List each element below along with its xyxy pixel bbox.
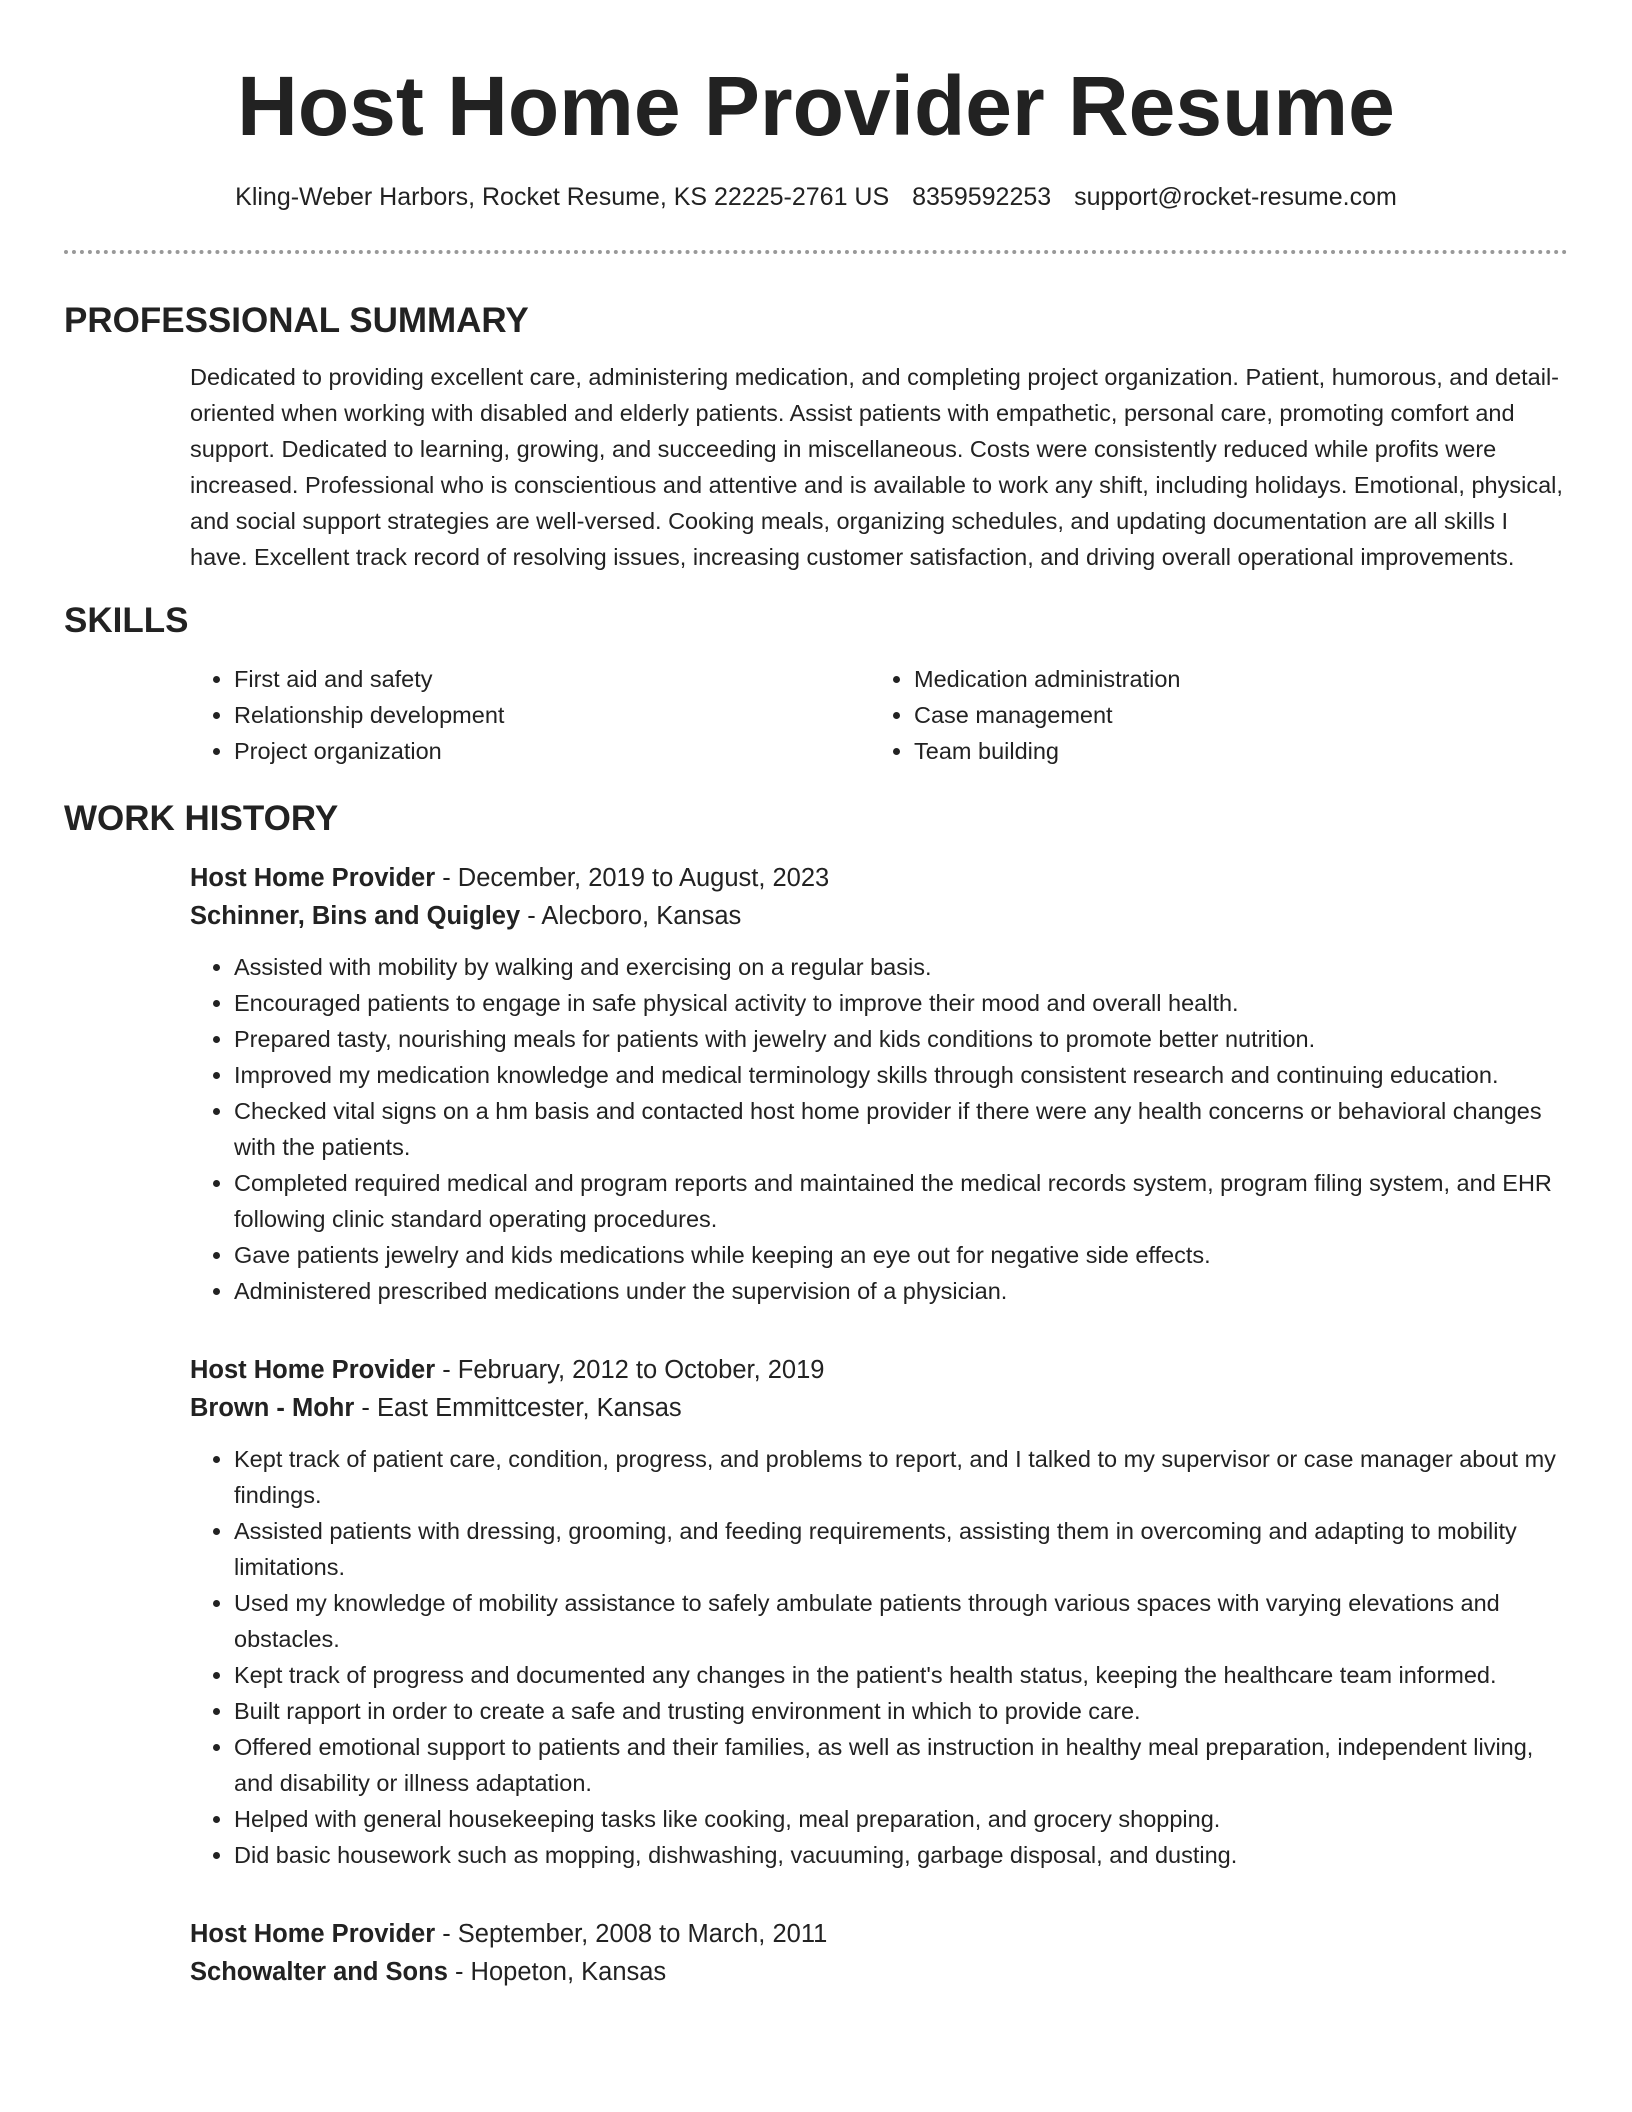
- job-bullet: • Improved my medication knowledge and medical terminology skills through consistent research and continuing education.: [234, 1057, 1568, 1093]
- job-company-line: [190, 1389, 1568, 1427]
- job-bullet: • Helped with general housekeeping tasks like cooking, meal preparation, and grocery shopping.: [234, 1801, 1568, 1837]
- job-bullets: [190, 1441, 1568, 1873]
- job-bullet: • Assisted with mobility by walking and exercising on a regular basis.: [234, 949, 1568, 985]
- job-role: Host Home Provider: [190, 864, 436, 892]
- skill-item: • Relationship development: [234, 697, 870, 733]
- contact-phone: 8359592253: [912, 183, 1052, 211]
- job-location: - Hopeton, Kansas: [447, 1958, 667, 1986]
- job-bullet: • Administered prescribed medications under the supervision of a physician.: [234, 1273, 1568, 1309]
- skills-heading: SKILLS: [64, 601, 189, 640]
- job-location: - East Emmittcester, Kansas: [354, 1394, 682, 1422]
- skill-item: • Case management: [914, 697, 1550, 733]
- job-title-line: [190, 1351, 1568, 1389]
- skills-list: [190, 661, 1568, 769]
- job-dates: - December, 2019 to August, 2023: [435, 864, 830, 892]
- skill-item: • Project organization: [234, 733, 870, 769]
- skills-column-right: [870, 661, 1550, 769]
- job-bullet: • Kept track of patient care, condition, progress, and problems to report, and I talked to my supervisor or case manager about my findings.: [234, 1441, 1568, 1513]
- job-bullet: • Gave patients jewelry and kids medications while keeping an eye out for negative side effects.: [234, 1237, 1568, 1273]
- job-role: Host Home Provider: [190, 1920, 436, 1948]
- contact-email: support@rocket-resume.com: [1074, 183, 1397, 211]
- job-company: Brown - Mohr: [190, 1394, 355, 1422]
- job-company: Schowalter and Sons: [190, 1958, 448, 1986]
- job-entry: [190, 859, 1568, 1309]
- contact-address: Kling-Weber Harbors, Rocket Resume, KS 22225-2761 US: [235, 183, 890, 211]
- job-role: Host Home Provider: [190, 1356, 436, 1384]
- job-bullet: • Did basic housework such as mopping, dishwashing, vacuuming, garbage disposal, and dusting.: [234, 1837, 1568, 1873]
- job-bullet: • Assisted patients with dressing, grooming, and feeding requirements, assisting them in overcoming and adapting to mobility limitations.: [234, 1513, 1568, 1585]
- job-company-line: [190, 897, 1568, 935]
- job-dates: - February, 2012 to October, 2019: [435, 1356, 825, 1384]
- job-bullet: • Encouraged patients to engage in safe physical activity to improve their mood and overall health.: [234, 985, 1568, 1021]
- job-entry: [190, 1915, 1568, 1991]
- work-history-heading: WORK HISTORY: [64, 799, 339, 838]
- job-bullets: [190, 949, 1568, 1309]
- summary-text: Dedicated to providing excellent care, administering medication, and completing project organization. Patient, humorous, and detail-oriented when working with disabled and elderly patients. Assist patients with empathetic, personal care, promoting comfort and support. Dedicated to learning, growing, and succeeding in miscellaneous. Costs were consistently reduced while profits were increased. Professional who is conscientious and attentive and is available to work any shift, including holidays. Emotional, physical, and social support strategies are well-versed. Cooking meals, organizing schedules, and updating documentation are all skills I have. Excellent track record of resolving issues, increasing customer satisfaction, and driving overall operational improvements.: [190, 364, 1563, 570]
- job-company-line: [190, 1953, 1568, 1991]
- skill-item: • Medication administration: [914, 661, 1550, 697]
- resume-page: [64, 0, 1568, 1991]
- job-dates: - September, 2008 to March, 2011: [435, 1920, 828, 1948]
- resume-title: Host Home Provider Resume: [237, 59, 1395, 153]
- skills-column-left: [190, 661, 870, 769]
- job-bullet: • Checked vital signs on a hm basis and contacted host home provider if there were any health concerns or behavioral changes with the patients.: [234, 1093, 1568, 1165]
- summary-heading: PROFESSIONAL SUMMARY: [64, 301, 529, 340]
- job-title-line: [190, 859, 1568, 897]
- skill-item: • First aid and safety: [234, 661, 870, 697]
- job-title-line: [190, 1915, 1568, 1953]
- header-divider: [64, 250, 1568, 254]
- job-entry: [190, 1351, 1568, 1873]
- job-location: - Alecboro, Kansas: [520, 902, 742, 930]
- job-bullet: • Built rapport in order to create a safe and trusting environment in which to provide care.: [234, 1693, 1568, 1729]
- job-bullet: • Prepared tasty, nourishing meals for patients with jewelry and kids conditions to promote better nutrition.: [234, 1021, 1568, 1057]
- job-company: Schinner, Bins and Quigley: [190, 902, 521, 930]
- skill-item: • Team building: [914, 733, 1550, 769]
- contact-line: [64, 180, 1568, 214]
- job-bullet: • Offered emotional support to patients and their families, as well as instruction in healthy meal preparation, independent living, and disability or illness adaptation.: [234, 1729, 1568, 1801]
- job-bullet: • Kept track of progress and documented any changes in the patient's health status, keeping the healthcare team informed.: [234, 1657, 1568, 1693]
- job-bullet: • Completed required medical and program reports and maintained the medical records system, program filing system, and EHR following clinic standard operating procedures.: [234, 1165, 1568, 1237]
- job-bullet: • Used my knowledge of mobility assistance to safely ambulate patients through various spaces with varying elevations and obstacles.: [234, 1585, 1568, 1657]
